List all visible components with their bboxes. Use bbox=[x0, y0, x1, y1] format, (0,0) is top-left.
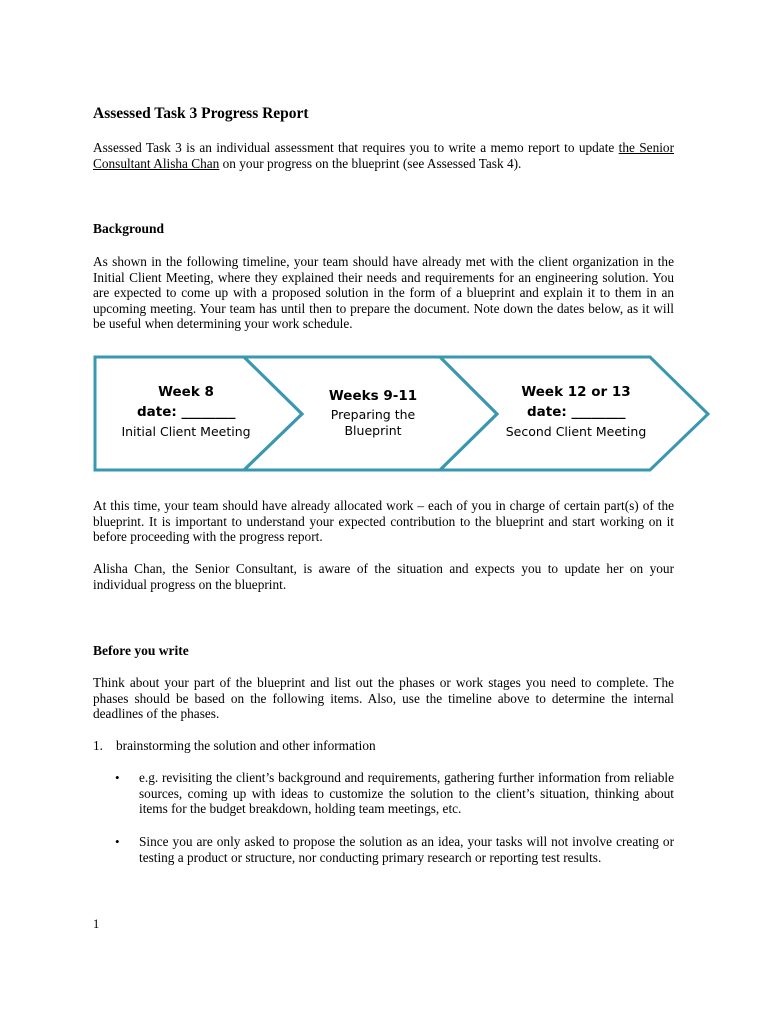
stage-3-date: date: ________ bbox=[527, 404, 626, 420]
stage-3-label: Second Client Meeting bbox=[505, 424, 647, 439]
page-title: Assessed Task 3 Progress Report bbox=[93, 105, 309, 122]
intro-text-end: on your progress on the blueprint (see Assessed Task 4). bbox=[219, 155, 522, 171]
timeline-stage-3-shape bbox=[440, 357, 708, 470]
bullet-icon: • bbox=[115, 834, 120, 849]
intro-paragraph bbox=[93, 140, 674, 171]
before-you-write-heading: Before you write bbox=[93, 643, 189, 658]
stage-1-label: Initial Client Meeting bbox=[121, 424, 251, 439]
page-number: 1 bbox=[93, 917, 100, 931]
background-paragraph: As shown in the following timeline, your team should have already met with the client organization in the Initial Client Meeting, where they explained their needs and requirements for an engineering solution. You are expected to come up with a proposed solution in the form of a blueprint and explain it to them in an upcoming meeting. Your team has until then to prepare the document. Note down the dates below, as it will be useful when determining your work schedule. bbox=[93, 254, 674, 331]
stage-1-week: Week 8 bbox=[158, 384, 214, 400]
timeline-stage-2 bbox=[280, 386, 466, 439]
timeline-stage-2-shape bbox=[244, 357, 497, 470]
senior-consultant-link[interactable]: the Senior Consultant Alisha Chan bbox=[93, 140, 674, 171]
bullet-icon: • bbox=[115, 770, 120, 785]
intro-text: Assessed Task 3 is an individual assessment that requires you to write a memo report to update bbox=[93, 140, 619, 155]
stage-3-week: Week 12 or 13 bbox=[521, 384, 631, 400]
bullet-text: e.g. revisiting the client’s background and requirements, gathering further information from reliable sources, coming up with ideas to customize the solution to the client’s situation, thinking about items for the budget breakdown, holding team meetings, etc. bbox=[139, 770, 674, 816]
before-you-write-paragraph: Think about your part of the blueprint and list out the phases or work stages you need to complete. The phases should be based on the following items. Also, use the timeline above to determine the internal deadlines of the phases. bbox=[93, 675, 674, 721]
stage-1-date: date: ________ bbox=[137, 404, 236, 420]
timeline-stage-1-shape bbox=[95, 357, 302, 470]
consultant-paragraph: Alisha Chan, the Senior Consultant, is aware of the situation and expects you to update her on your individual progress on the blueprint. bbox=[93, 561, 674, 592]
timeline-stage-1 bbox=[95, 382, 277, 440]
list-number: 1. bbox=[93, 738, 103, 753]
allocation-paragraph: At this time, your team should have already allocated work – each of you in charge of certain part(s) of the blueprint. It is important to understand your expected contribution to the blueprint and start working on it before proceeding with the progress report. bbox=[93, 498, 674, 544]
list-item-text: brainstorming the solution and other information bbox=[116, 738, 376, 753]
stage-2-label-line1: Preparing the bbox=[330, 407, 416, 422]
background-heading: Background bbox=[93, 221, 165, 236]
bullet-text: Since you are only asked to propose the solution as an idea, your tasks will not involve creating or testing a product or structure, nor conducting primary research or reporting test results. bbox=[139, 834, 674, 865]
stage-2-week: Weeks 9-11 bbox=[328, 388, 418, 404]
stage-2-label-line2: Blueprint bbox=[344, 423, 402, 438]
timeline-stage-3 bbox=[478, 382, 674, 440]
